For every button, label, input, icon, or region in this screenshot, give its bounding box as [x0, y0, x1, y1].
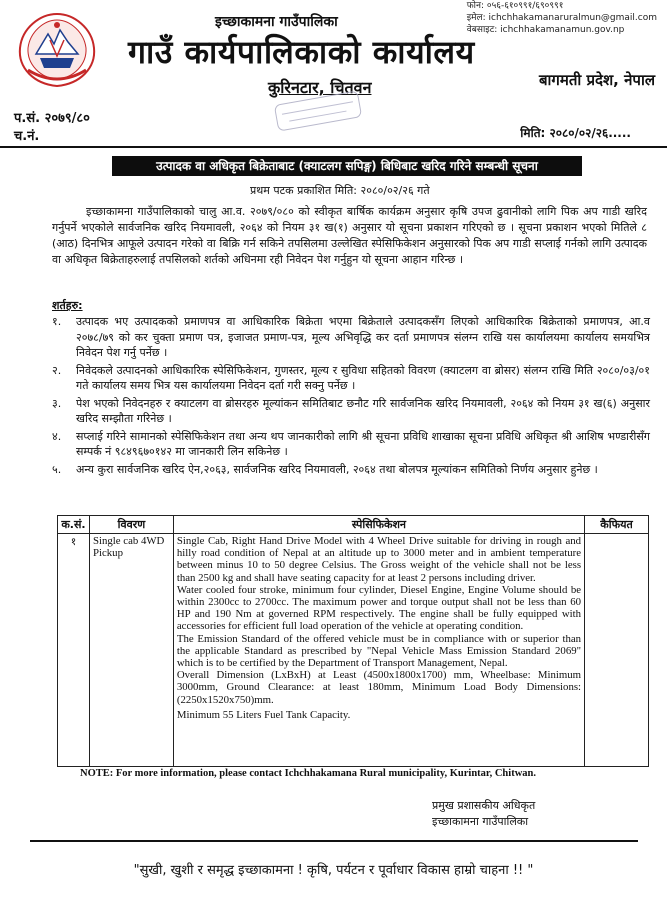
- terms-heading: शर्तहरु:: [52, 299, 83, 312]
- term-item: [52, 314, 650, 361]
- term-item: [52, 429, 650, 460]
- letter-date: मिति: २०८०/०२/२६.....: [520, 126, 631, 140]
- email-address[interactable]: ichchhakamanaruralmun@gmail.com: [488, 13, 657, 23]
- term-number: १.: [52, 315, 62, 328]
- province-name: बागमती प्रदेश, नेपाल: [538, 71, 655, 89]
- term-number: ४.: [52, 429, 62, 443]
- notice-body: [52, 204, 647, 268]
- phone-label: फोन:: [466, 1, 485, 11]
- signatory-designation: प्रमुख प्रशासकीय अधिकृत: [432, 799, 536, 812]
- notice-body-text: इच्छाकामना गाउँपालिकाको चालु आ.व. २०७९/०८० को स्वीकृत बार्षिक कार्यक्रम अनुसार कृषि उपज ढुवानीको लागि पिक अप गाडी खरिद गर्नुपर्ने भएकोले सार्वजनिक खरिद नियमावली, २०६४ को नियम ३१ ख(१) अनुसार यो सूचना प्रकाशन गरिएको छ । सूचना प्रकाशन भएको मितिले ८ (आठ) दिनभित्र आफूले उत्पादन गरेको वा बिक्रि गर्न सकिने तपसिलमा उल्लेखित स्पेसिफिकेशन अनुसारको पिक अप गाडी सप्लाई गर्नको लागि उत्पादक वा अधिकृत बिक्रेताहरुलाई तपसिलको शर्तको अधिनमा रही निवेदन पेश गर्नुहुन यो सूचना आहान गरिन्छ ।: [52, 205, 647, 266]
- spec-paragraph: Single Cab, Right Hand Drive Model with 4 Wheel Drive suitable for driving in rough and hilly road condition of Nepal at an altitude up to 3000 meter and in ambient temperature between minus 10 to 50 degree Celsius. The Gross weight of the vehicle shall not be less than 2500 kg and shall have seating capacity for at least 2 persons including driver.: [176, 535, 582, 584]
- header-description: विवरण: [89, 516, 173, 534]
- web-label: वेबसाइट:: [466, 25, 498, 35]
- dispatch-number: च.नं.: [14, 129, 40, 144]
- table-row: [58, 534, 649, 767]
- municipality-name: इच्छाकामना गाउँपालिका: [215, 14, 338, 30]
- term-text: उत्पादक भए उत्पादकको प्रमाणपत्र वा आधिकारिक बिक्रेता भएमा बिक्रेताले उत्पादकसँग लिएको आधिकारिक बिक्रेताको प्रमाणपत्र, आ.व २०७८/७९ को कर चुक्ता प्रमाण पत्र, इजाजत प्रमाण-पत्र, मूल्य अभिवृद्धि कर दर्ता प्रमाणपत्र संलग्न राखि यस कार्यालयमा कार्यालय समयभित्र निवेदन पेश गर्नु पर्नेछ ।: [76, 315, 650, 359]
- header-specification: स्पेसिफिकेशन: [173, 516, 584, 534]
- contact-info: [467, 0, 657, 36]
- website-link[interactable]: ichchhakamanamun.gov.np: [500, 25, 625, 35]
- header-serial: क.सं.: [58, 516, 90, 534]
- contact-phone-row: [467, 0, 657, 12]
- publish-date: प्रथम पटक प्रकाशित मिति: २०८०/०२/२६ गते: [250, 184, 430, 197]
- footer-motto: "सुखी, खुशी र समृद्ध इच्छाकामना ! कृषि, पर्यटन र पूर्वाधार विकास हाम्रो चाहना !! ": [133, 863, 534, 878]
- spec-paragraph: The Emission Standard of the offered vehicle must be in compliance with or superior than the applicable Standard as prescribed by "Nepal Vehicle Mass Emission Standard 2069" which is to be certified by the Department of Transport Management, Nepal.: [176, 632, 582, 670]
- header-divider: [0, 146, 667, 148]
- term-number: ३.: [52, 396, 62, 410]
- term-text: अन्य कुरा सार्वजनिक खरिद ऐन,२०६३, सार्वजनिक खरिद नियमावली, २०६४ तथा बोलपत्र मूल्यांकन समितिको निर्णय अनुसार हुनेछ ।: [76, 462, 598, 476]
- office-title: गाउँ कार्यपालिकाको कार्यालय: [128, 33, 475, 71]
- cell-remarks: [585, 534, 649, 767]
- spec-paragraph: Water cooled four stroke, minimum four cylinder, Diesel Engine, Engine Volume should be within 2300cc to 2700cc. The maximum power and torque output shall not be less than 60 HP and 190 Nm at governed RPM respectively. The engine shall be fully equipped with accessories for efficient full load operation of the vehicle at operating condition.: [176, 583, 582, 633]
- cell-specification: [173, 534, 584, 767]
- signatory-office: इच्छाकामना गाउँपालिका: [432, 815, 529, 828]
- spec-paragraph: Overall Dimension (LxBxH) at Least (4500x1800x1700) mm, Wheelbase: Minimum 3000mm, Ground Clearance: at least 180mm, Minimum Load Body Dimensions: (2250x1520x750)mm.: [176, 669, 582, 706]
- cell-serial: १: [58, 534, 90, 767]
- signature-block: [432, 798, 535, 830]
- nepal-emblem-icon: [14, 10, 100, 90]
- terms-list: [52, 314, 650, 479]
- spec-paragraph: Minimum 55 Liters Fuel Tank Capacity.: [176, 708, 351, 721]
- specification-table: [57, 515, 649, 767]
- term-text: पेश भएको निवेदनहरु र क्याटलग वा ब्रोसरहरु मूल्यांकन समितिबाट छनौट गरि सार्वजनिक खरिद नियमावली, २०६४ को नियम ३१ ख(६) अनुसार खरिद सम्झौता गरिनेछ ।: [76, 396, 650, 425]
- footer-divider: [30, 840, 638, 842]
- header-remarks: कैफियत: [585, 516, 649, 534]
- cell-item: Single cab 4WD Pickup: [89, 534, 173, 767]
- term-text: सप्लाई गरिने सामानको स्पेसिफिकेशन तथा अन्य थप जानकारीको लागि श्री सूचना प्रविधि शाखाका सूचना प्रविधि अधिकृत श्री आशिष भण्डारीसँग सम्पर्क नं ९८४९६७०१४२ मा जानकारी लिन सकिनेछ ।: [76, 429, 650, 458]
- reference-number: प.सं. २०७९/८०: [14, 111, 90, 126]
- term-item: [52, 462, 650, 478]
- term-number: २.: [52, 363, 62, 377]
- term-number: ५.: [52, 462, 62, 476]
- email-label: इमेल:: [466, 13, 486, 23]
- phone-number: ०५६-६१०९९१/६९०९९१: [486, 1, 564, 11]
- office-location: कुरिनटार, चितवन: [268, 78, 372, 97]
- table-header-row: [58, 516, 649, 534]
- contact-email-row: [467, 12, 657, 24]
- term-item: [52, 396, 650, 427]
- contact-web-row: [467, 24, 657, 36]
- notice-title: उत्पादक वा अधिकृत बिक्रेताबाट (क्याटलग सपिङ्ग) बिधिबाट खरिद गरिने सम्बन्धी सूचना: [112, 156, 582, 176]
- term-item: [52, 363, 650, 394]
- term-text: निवेदकले उत्पादनको आधिकारिक स्पेसिफिकेशन, गुणस्तर, मूल्य र सुविधा सहितको विवरण (क्याटलग वा ब्रोसर) संलग्न राखि मिति २०८०/०३/०१ गते कार्यालय समय भित्र यस कार्यालयमा निवेदन दर्ता गरी सक्नु पर्नेछ ।: [76, 363, 650, 392]
- contact-note: NOTE: For more information, please contact Ichchhakamana Rural municipality, Kurintar, Chitwan.: [80, 768, 536, 779]
